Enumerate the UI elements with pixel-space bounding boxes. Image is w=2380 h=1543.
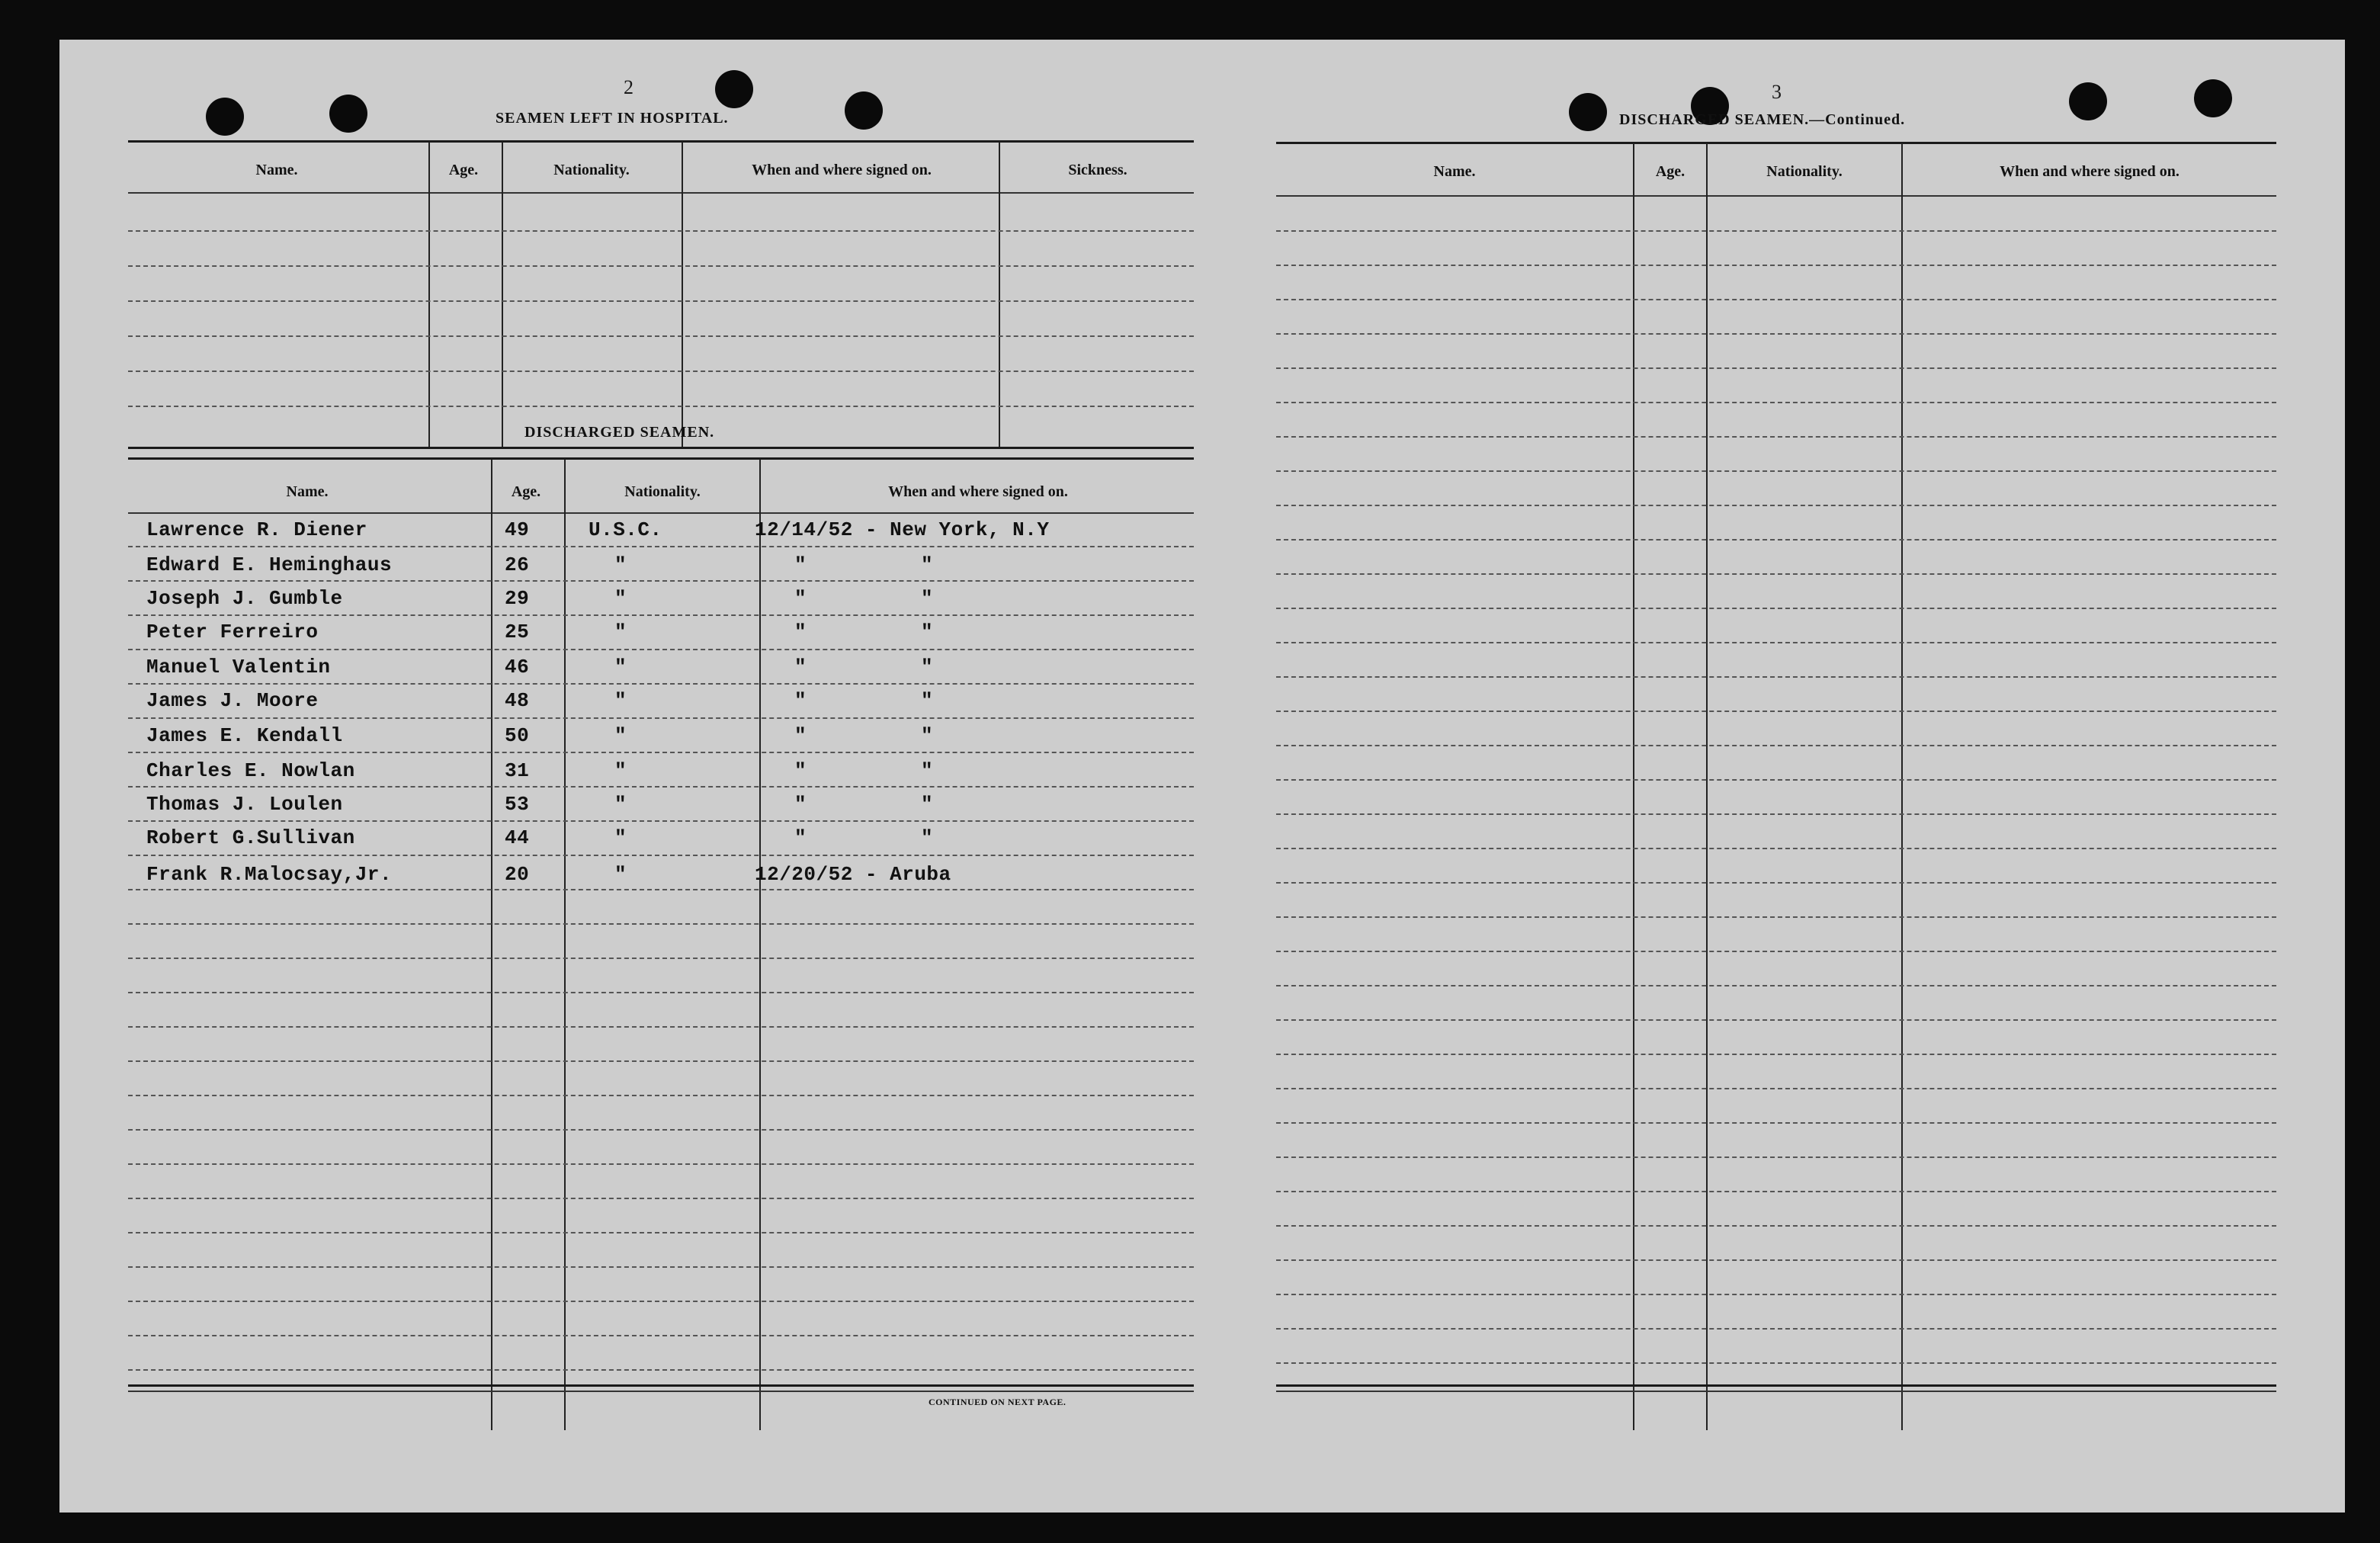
row-line (1276, 813, 2276, 815)
seaman-nationality: " (614, 826, 627, 849)
row-line (128, 752, 1194, 753)
row-line (1276, 299, 2276, 300)
row-line (1276, 573, 2276, 575)
right-col-name: Name. (1433, 163, 1476, 180)
row-line (1276, 985, 2276, 986)
row-line (128, 1232, 1194, 1233)
seaman-nationality: " (614, 724, 627, 747)
row-line (1276, 230, 2276, 232)
right-col-age: Age. (1655, 163, 1686, 180)
row-line (1276, 916, 2276, 918)
row-line (1276, 1191, 2276, 1192)
row-line (1276, 951, 2276, 952)
discharged-table-bottom-rule (128, 1384, 1194, 1387)
hospital-section-title: SEAMEN LEFT IN HOSPITAL. (496, 110, 729, 127)
seaman-nationality: " (614, 863, 627, 886)
row-line (128, 923, 1194, 925)
seaman-age: 20 (505, 863, 530, 886)
hospital-row-line (128, 300, 1194, 302)
discharged-col-age: Age. (511, 483, 541, 500)
punch-hole (329, 95, 367, 133)
discharged-col-signed-on: When and where signed on. (888, 483, 1068, 500)
discharged-header-rule (128, 512, 1194, 514)
seaman-age: 49 (505, 518, 530, 541)
row-line (1276, 1054, 2276, 1055)
punch-hole (845, 91, 883, 130)
row-line (1276, 539, 2276, 541)
seaman-name: James J. Moore (146, 689, 319, 712)
seaman-nationality: " (614, 759, 627, 782)
row-line (128, 1026, 1194, 1028)
discharged-col-name: Name. (286, 483, 329, 500)
row-line (128, 992, 1194, 993)
hospital-row-line (128, 265, 1194, 267)
page-number-right: 3 (1772, 81, 1782, 103)
row-line (128, 717, 1194, 719)
seaman-name: Peter Ferreiro (146, 621, 319, 643)
row-line (1276, 882, 2276, 884)
row-line (1276, 1088, 2276, 1089)
right-col-divider (1706, 143, 1708, 1430)
seaman-age: 53 (505, 793, 530, 816)
row-line (128, 614, 1194, 616)
row-line (1276, 745, 2276, 746)
seaman-signed-on: " (794, 689, 807, 712)
seaman-signed-place: " (921, 621, 934, 643)
seaman-signed-on: " (794, 826, 807, 849)
hospital-col-divider (502, 142, 503, 447)
row-line (128, 1060, 1194, 1062)
row-line (128, 820, 1194, 822)
right-col-divider (1633, 143, 1634, 1430)
seaman-signed-on: " (794, 656, 807, 678)
seaman-name: Frank R.Malocsay,Jr. (146, 863, 393, 886)
seaman-signed-on: " (794, 793, 807, 816)
row-line (1276, 402, 2276, 403)
seaman-nationality: " (614, 689, 627, 712)
right-header-rule (1276, 195, 2276, 197)
right-col-nationality: Nationality. (1766, 163, 1843, 180)
row-line (128, 1163, 1194, 1165)
row-line (1276, 848, 2276, 849)
seaman-signed-place: " (921, 656, 934, 678)
row-line (1276, 333, 2276, 335)
hospital-col-sickness: Sickness. (1068, 162, 1127, 178)
seaman-nationality: " (614, 587, 627, 610)
seaman-signed-on: 12/14/52 - New York, N.Y (755, 518, 1050, 541)
row-line (1276, 642, 2276, 643)
seaman-signed-place: " (921, 553, 934, 576)
row-line (1276, 608, 2276, 609)
hospital-col-divider (999, 142, 1000, 447)
seaman-age: 44 (505, 826, 530, 849)
seaman-name: Lawrence R. Diener (146, 518, 367, 541)
seaman-nationality: " (614, 656, 627, 678)
seaman-signed-place: " (921, 759, 934, 782)
row-line (128, 786, 1194, 788)
row-line (1276, 711, 2276, 712)
right-table-top-rule (1276, 142, 2276, 144)
page-number-left: 2 (624, 76, 633, 98)
hospital-col-divider (428, 142, 430, 447)
discharged-col-divider (759, 459, 761, 1430)
seaman-signed-on: 12/20/52 - Aruba (755, 863, 951, 886)
right-col-signed-on: When and where signed on. (2000, 163, 2180, 180)
seaman-nationality: " (614, 793, 627, 816)
row-line (128, 1198, 1194, 1199)
right-table-bottom-rule-2 (1276, 1391, 2276, 1392)
hospital-row-line (128, 406, 1194, 407)
row-line (128, 1369, 1194, 1371)
discharged-table-bottom-rule-2 (128, 1391, 1194, 1392)
seaman-signed-on: " (794, 587, 807, 610)
row-line (128, 546, 1194, 547)
seaman-age: 25 (505, 621, 530, 643)
discharged-col-divider (491, 459, 492, 1430)
punch-hole (2194, 79, 2232, 117)
seaman-name: Thomas J. Loulen (146, 793, 343, 816)
document-sheet (59, 40, 2345, 1513)
seaman-name: Manuel Valentin (146, 656, 331, 678)
row-line (128, 649, 1194, 650)
seaman-age: 29 (505, 587, 530, 610)
punch-hole (1569, 93, 1607, 131)
row-line (1276, 470, 2276, 472)
seaman-nationality: U.S.C. (589, 518, 662, 541)
seaman-name: James E. Kendall (146, 724, 343, 747)
hospital-header-rule (128, 192, 1194, 194)
seaman-name: Robert G.Sullivan (146, 826, 355, 849)
seaman-age: 50 (505, 724, 530, 747)
row-line (1276, 1225, 2276, 1227)
row-line (1276, 1328, 2276, 1330)
seaman-signed-on: " (794, 553, 807, 576)
seaman-signed-place: " (921, 689, 934, 712)
row-line (1276, 1122, 2276, 1124)
seaman-nationality: " (614, 621, 627, 643)
punch-hole (715, 70, 753, 108)
row-line (1276, 367, 2276, 369)
row-line (128, 1335, 1194, 1336)
row-line (128, 580, 1194, 582)
hospital-col-nationality: Nationality. (553, 162, 630, 178)
right-table-bottom-rule (1276, 1384, 2276, 1387)
right-col-divider (1901, 143, 1903, 1430)
row-line (128, 958, 1194, 959)
hospital-col-signed-on: When and where signed on. (752, 162, 932, 178)
seaman-signed-on: " (794, 759, 807, 782)
row-line (128, 855, 1194, 856)
row-line (1276, 676, 2276, 678)
discharged-col-divider (564, 459, 566, 1430)
hospital-col-name: Name. (255, 162, 298, 178)
hospital-table-top-rule (128, 140, 1194, 143)
continued-section-title: DISCHARGED SEAMEN.—Continued. (1619, 111, 1906, 128)
seaman-name: Edward E. Heminghaus (146, 553, 393, 576)
row-line (1276, 265, 2276, 266)
discharged-table-top-rule (128, 457, 1194, 460)
seaman-signed-place: " (921, 793, 934, 816)
seaman-age: 26 (505, 553, 530, 576)
seaman-name: Joseph J. Gumble (146, 587, 343, 610)
hospital-row-line (128, 371, 1194, 372)
hospital-col-age: Age. (448, 162, 479, 178)
row-line (128, 1095, 1194, 1096)
seaman-signed-place: " (921, 826, 934, 849)
row-line (1276, 1294, 2276, 1295)
hospital-table-bottom-rule (128, 447, 1194, 449)
row-line (1276, 1156, 2276, 1158)
seaman-signed-on: " (794, 724, 807, 747)
seaman-age: 46 (505, 656, 530, 678)
row-line (128, 1129, 1194, 1131)
hospital-row-line (128, 230, 1194, 232)
row-line (1276, 1259, 2276, 1261)
discharged-col-nationality: Nationality. (624, 483, 701, 500)
row-line (1276, 779, 2276, 781)
seaman-signed-on: " (794, 621, 807, 643)
seaman-name: Charles E. Nowlan (146, 759, 355, 782)
row-line (128, 889, 1194, 890)
punch-hole (2069, 82, 2107, 120)
continued-note: CONTINUED ON NEXT PAGE. (929, 1397, 1067, 1407)
hospital-row-line (128, 335, 1194, 337)
seaman-nationality: " (614, 553, 627, 576)
row-line (1276, 505, 2276, 506)
hospital-col-divider (682, 142, 683, 447)
discharged-section-title: DISCHARGED SEAMEN. (524, 424, 715, 441)
seaman-age: 31 (505, 759, 530, 782)
seaman-age: 48 (505, 689, 530, 712)
row-line (128, 1266, 1194, 1268)
row-line (1276, 436, 2276, 438)
seaman-signed-place: " (921, 587, 934, 610)
punch-hole (206, 98, 244, 136)
seaman-signed-place: " (921, 724, 934, 747)
row-line (1276, 1019, 2276, 1021)
row-line (128, 1301, 1194, 1302)
row-line (1276, 1362, 2276, 1364)
row-line (128, 683, 1194, 685)
